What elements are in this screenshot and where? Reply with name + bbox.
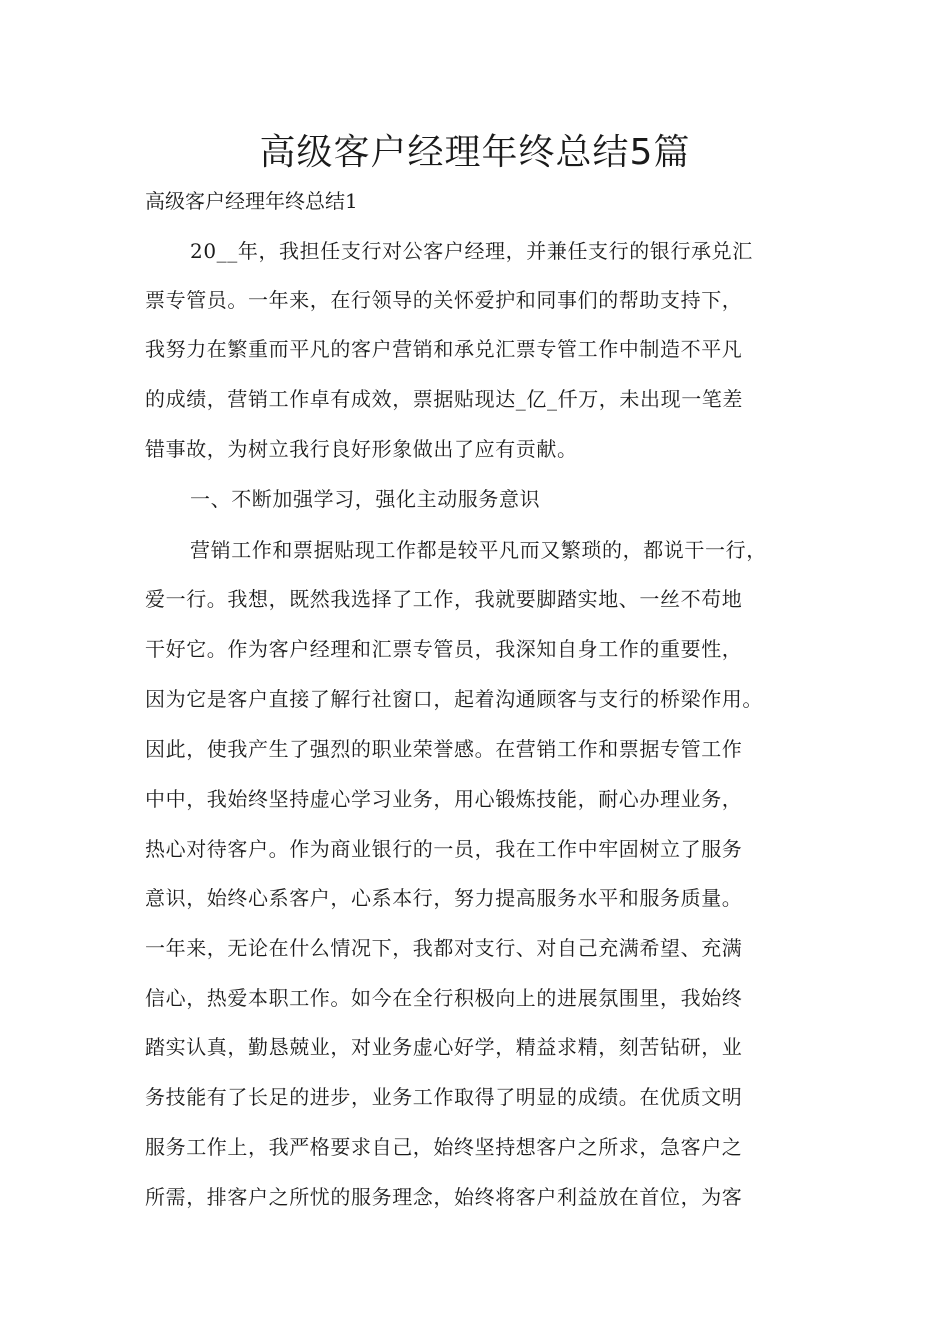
paragraph-line: 中中，我始终坚持虚心学习业务，用心锻炼技能，耐心办理业务， xyxy=(145,787,743,811)
paragraph-line: 票专管员。一年来，在行领导的关怀爱护和同事们的帮助支持下， xyxy=(145,288,743,312)
paragraph-line: 错事故，为树立我行良好形象做出了应有贡献。 xyxy=(145,437,578,461)
paragraph-line: 一年来，无论在什么情况下，我都对支行、对自己充满希望、充满 xyxy=(145,936,743,960)
section-heading: 一、不断加强学习，强化主动服务意识 xyxy=(190,487,541,511)
paragraph-line: 热心对待客户。作为商业银行的一员，我在工作中牢固树立了服务 xyxy=(145,837,743,861)
paragraph-line: 爱一行。我想，既然我选择了工作，我就要脚踏实地、一丝不苟地 xyxy=(145,587,743,611)
paragraph-line: 我努力在繁重而平凡的客户营销和承兑汇票专管工作中制造不平凡 xyxy=(145,337,743,361)
paragraph-line: 因为它是客户直接了解行社窗口，起着沟通顾客与支行的桥梁作用。 xyxy=(145,687,763,711)
paragraph-line: 务技能有了长足的进步，业务工作取得了明显的成绩。在优质文明 xyxy=(145,1085,743,1109)
paragraph-line: 20__年，我担任支行对公客户经理，并兼任支行的银行承兑汇 xyxy=(190,239,753,263)
paragraph-line: 信心，热爱本职工作。如今在全行积极向上的进展氛围里，我始终 xyxy=(145,986,743,1010)
paragraph-line: 因此，使我产生了强烈的职业荣誉感。在营销工作和票据专管工作 xyxy=(145,737,743,761)
paragraph-line: 意识，始终心系客户，心系本行，努力提高服务水平和服务质量。 xyxy=(145,886,743,910)
paragraph-line: 的成绩，营销工作卓有成效，票据贴现达_亿_仟万，未出现一笔差 xyxy=(145,387,743,411)
document-title: 高级客户经理年终总结5篇 xyxy=(259,132,691,173)
paragraph-line: 踏实认真，勤恳兢业，对业务虚心好学，精益求精，刻苦钻研，业 xyxy=(145,1035,743,1059)
section-subtitle: 高级客户经理年终总结1 xyxy=(145,189,358,213)
paragraph-line: 营销工作和票据贴现工作都是较平凡而又繁琐的，都说干一行， xyxy=(190,538,767,562)
paragraph-line: 服务工作上，我严格要求自己，始终坚持想客户之所求，急客户之 xyxy=(145,1135,743,1159)
paragraph-line: 干好它。作为客户经理和汇票专管员，我深知自身工作的重要性， xyxy=(145,637,743,661)
paragraph-line: 所需，排客户之所忧的服务理念，始终将客户利益放在首位，为客 xyxy=(145,1185,743,1209)
